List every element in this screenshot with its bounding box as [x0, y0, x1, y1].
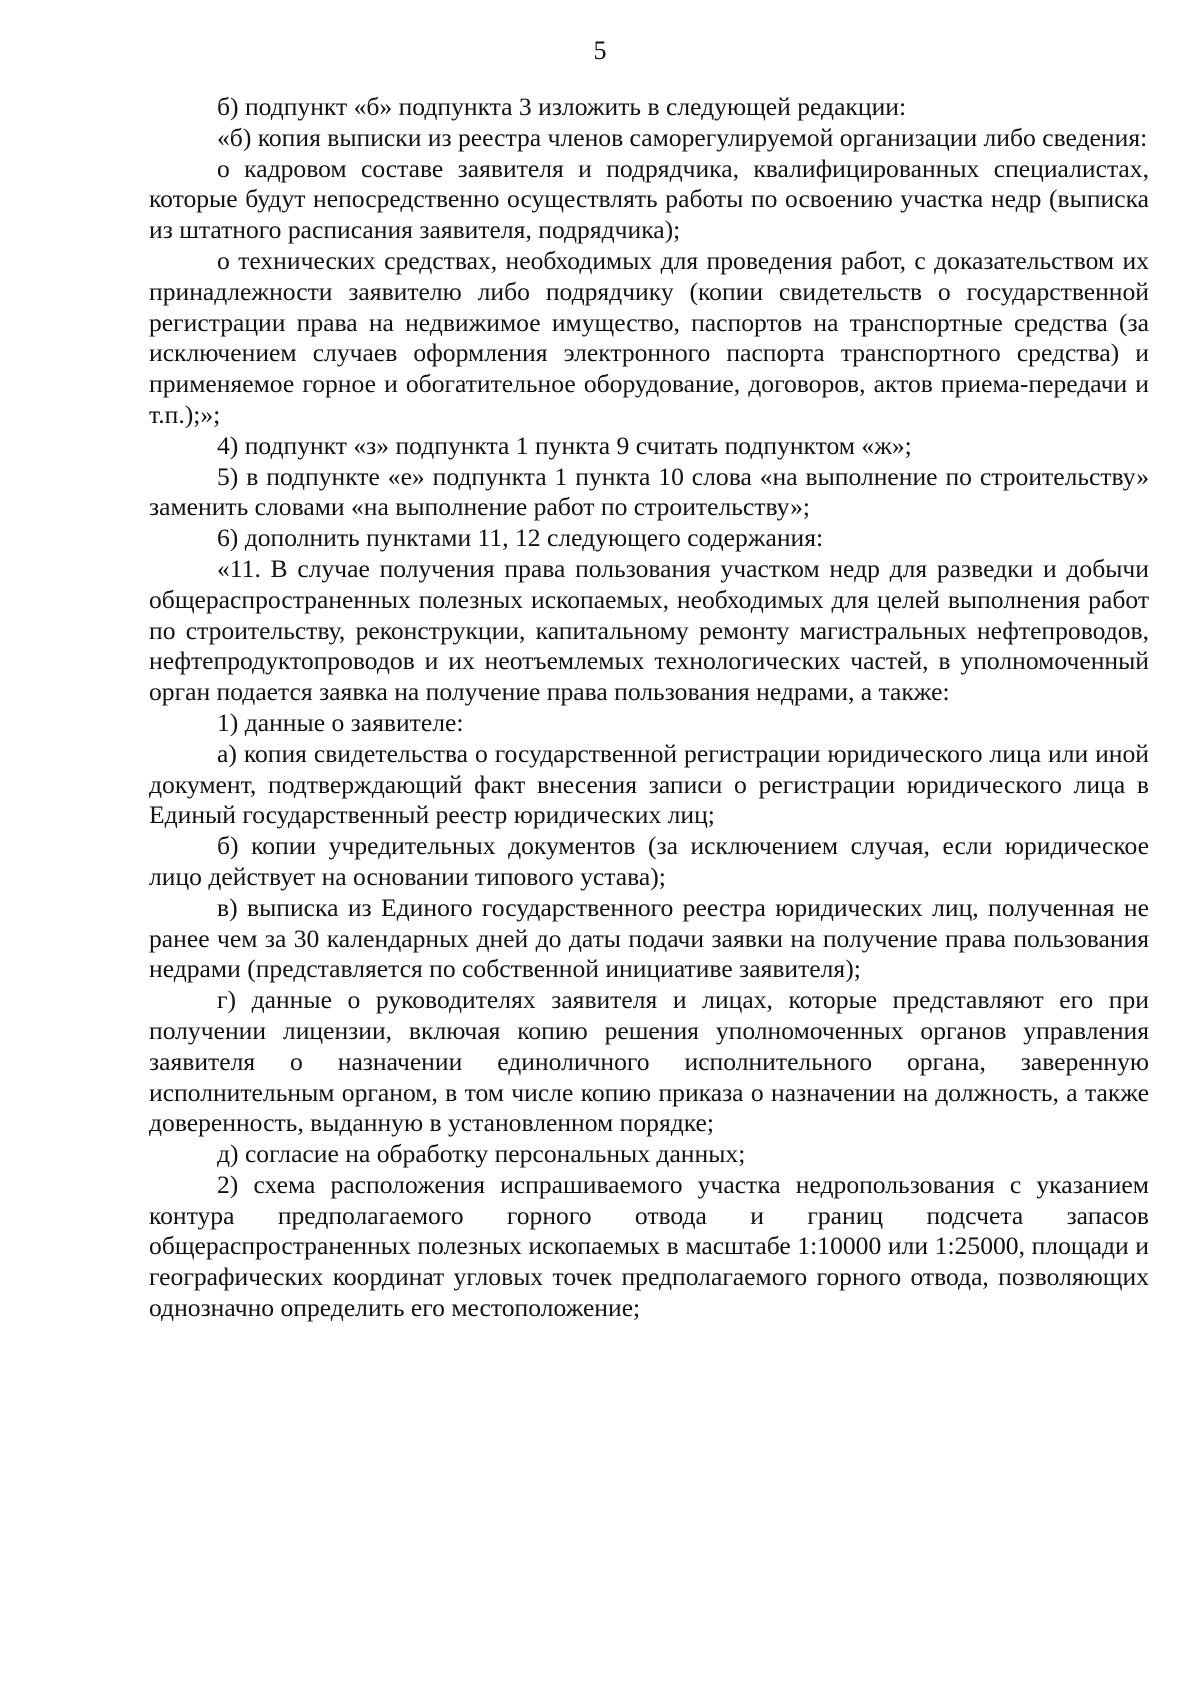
- paragraph: 6) дополнить пунктами 11, 12 следующего содержания:: [217, 523, 824, 553]
- paragraph: 2) схема расположения испрашиваемого участка недропользования с указанием контура предполагаемого горного отвода и границ подсчета запасов общераспространенных полезных ископаемых в масштабе 1:10000 или 1:25000, площади и географических координат угловых точек предполагаемого горного отвода, позволяющих однозначно определить его местоположение;: [149, 1169, 1149, 1323]
- paragraph: о кадровом составе заявителя и подрядчика, квалифицированных специалистах, которые будут непосредственно осуществлять работы по освоению участка недр (выписка из штатного расписания заявителя, подрядчика);: [149, 153, 1149, 245]
- paragraph: б) подпункт «б» подпункта 3 изложить в следующей редакции:: [217, 92, 907, 121]
- page-number: 5: [593, 36, 607, 65]
- paragraph: 1) данные о заявителе:: [217, 707, 464, 737]
- document-body: [149, 92, 1149, 1324]
- paragraph: г) данные о руководителях заявителя и лицах, которые представляют его при получении лицензии, включая копию решения уполномоченных органов управления заявителя о назначении единоличного исполнительного органа, заверенную исполнительным органом, в том числе копию приказа о назначении на должность, а также доверенность, выданную в установленном порядке;: [149, 985, 1149, 1138]
- paragraph: 4) подпункт «з» подпункта 1 пункта 9 считать подпунктом «ж»;: [217, 430, 912, 460]
- paragraph: «б) копия выписки из реестра членов саморегулируемой организации либо сведения:: [217, 122, 1148, 152]
- paragraph: б) копии учредительных документов (за исключением случая, если юридическое лицо действует на основании типового устава);: [149, 831, 1149, 891]
- paragraph: «11. В случае получения права пользования участком недр для разведки и добычи общераспространенных полезных ископаемых, необходимых для целей выполнения работ по строительству, реконструкции, капитальному ремонту магистральных нефтепроводов, нефтепродуктопроводов и их неотъемлемых технологических частей, в уполномоченный орган подается заявка на получение права пользования недрами, а также:: [149, 553, 1149, 707]
- paragraph: о технических средствах, необходимых для проведения работ, с доказательством их принадлежности заявителю либо подрядчику (копии свидетельств о государственной регистрации права на недвижимое имущество, паспортов на транспортные средства (за исключением случаев оформления электронного паспорта транспортного средства) и применяемое горное и обогатительное оборудование, договоров, актов приема-передачи и т.п.);»;: [149, 245, 1149, 429]
- paragraph: а) копия свидетельства о государственной регистрации юридического лица или иной документ, подтверждающий факт внесения записи о регистрации юридического лица в Единый государственный реестр юридических лиц;: [149, 738, 1149, 830]
- paragraph: 5) в подпункте «е» подпункта 1 пункта 10 слова «на выполнение по строительству» заменить словами «на выполнение работ по строительству»;: [149, 461, 1149, 522]
- paragraph: д) согласие на обработку персональных данных;: [217, 1139, 746, 1169]
- paragraph: в) выписка из Единого государственного реестра юридических лиц, полученная не ранее чем за 30 календарных дней до даты подачи заявки на получение права пользования недрами (представляется по собственной инициативе заявителя);: [149, 892, 1149, 984]
